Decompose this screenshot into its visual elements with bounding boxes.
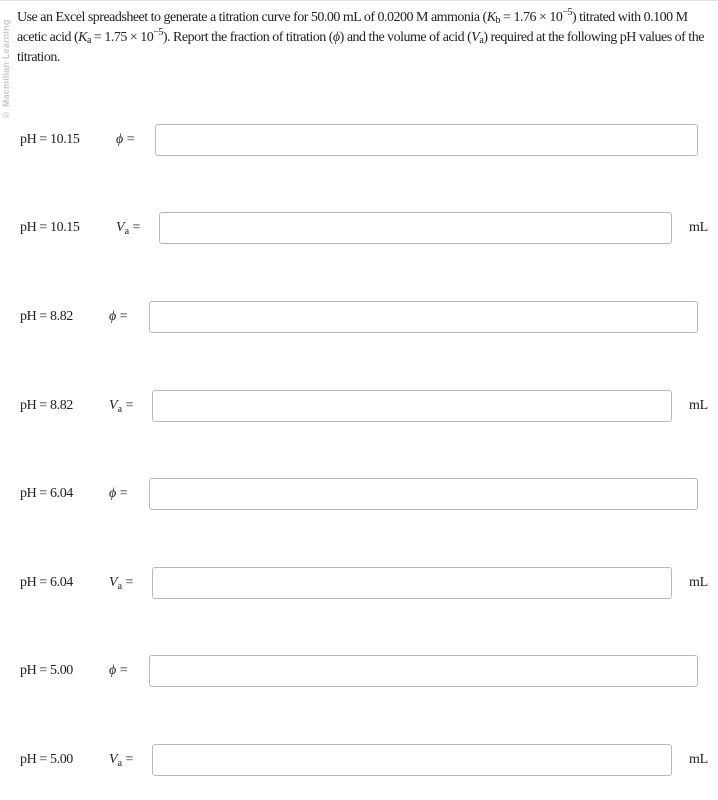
- ph-label: pH = 8.82: [20, 398, 73, 413]
- volume-answer-input[interactable]: [152, 390, 672, 422]
- unit-label-ml: mL: [689, 575, 708, 590]
- unit-label-ml: mL: [689, 220, 708, 235]
- answer-row-phi-1: [0, 123, 718, 157]
- answer-row-volume-3: [0, 566, 718, 600]
- volume-symbol-label: $V_a$ =: [109, 752, 134, 769]
- question-text: Use an Excel spreadsheet to generate a titration curve for 50.00 mL of 0.0200 M ammonia $(K_b = 1.76 \times 10^{-5})$ titrated with 0.100 M acetic acid $(K_a = 1.75 \times 10^{-5})$. Report the fraction of titration (ϕ) and the volume of acid $(V_a)$ required at the following pH values of the titration.: [17, 7, 704, 65]
- volume-answer-input[interactable]: [152, 744, 672, 776]
- volume-answer-input[interactable]: [159, 212, 672, 244]
- answer-row-volume-1: [0, 211, 718, 245]
- answer-row-volume-2: [0, 389, 718, 423]
- phi-symbol-label: ϕ =: [109, 486, 128, 501]
- answer-row-phi-2: [0, 300, 718, 334]
- phi-answer-input[interactable]: [149, 301, 698, 333]
- unit-label-ml: mL: [689, 398, 708, 413]
- volume-symbol-label: $V_a$ =: [109, 575, 134, 592]
- answer-row-phi-4: [0, 654, 718, 688]
- answer-row-phi-3: [0, 477, 718, 511]
- ph-label: pH = 6.04: [20, 575, 73, 590]
- phi-symbol-label: ϕ =: [116, 132, 135, 147]
- ph-label: pH = 10.15: [20, 132, 80, 147]
- volume-symbol-label: $V_a$ =: [109, 398, 134, 415]
- unit-label-ml: mL: [689, 752, 708, 767]
- top-divider: [0, 0, 718, 1]
- ph-label: pH = 10.15: [20, 220, 80, 235]
- ph-label: pH = 8.82: [20, 309, 73, 324]
- phi-answer-input[interactable]: [149, 478, 698, 510]
- ph-label: pH = 6.04: [20, 486, 73, 501]
- phi-answer-input[interactable]: [155, 124, 698, 156]
- phi-answer-input[interactable]: [149, 655, 698, 687]
- answer-row-volume-4: [0, 743, 718, 777]
- volume-answer-input[interactable]: [152, 567, 672, 599]
- ph-label: pH = 5.00: [20, 663, 73, 678]
- phi-symbol-label: ϕ =: [109, 309, 128, 324]
- phi-symbol-label: ϕ =: [109, 663, 128, 678]
- volume-symbol-label: $V_a$ =: [116, 220, 141, 237]
- macmillan-watermark: © Macmillan Learning: [1, 19, 11, 120]
- ph-label: pH = 5.00: [20, 752, 73, 767]
